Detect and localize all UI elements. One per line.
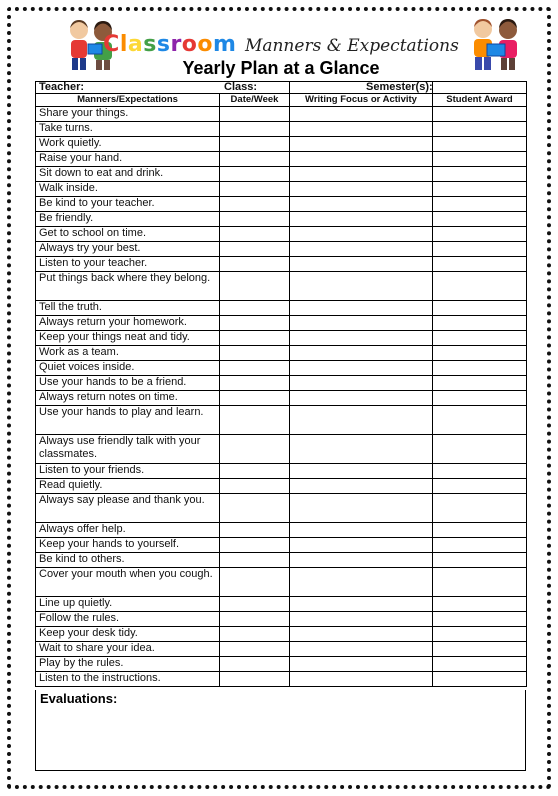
date-week-cell[interactable] [220, 316, 290, 331]
student-award-cell[interactable] [433, 494, 527, 523]
table-row [36, 257, 527, 272]
expectation-cell: Follow the rules. [36, 612, 220, 627]
title-letter: l [119, 32, 128, 57]
writing-focus-cell[interactable] [290, 212, 433, 227]
title-letter: a [127, 32, 144, 57]
writing-focus-cell[interactable] [290, 435, 433, 464]
table-row [36, 137, 527, 152]
writing-focus-cell[interactable] [290, 553, 433, 568]
table-row [36, 672, 527, 687]
expectation-cell: Be friendly. [36, 212, 220, 227]
student-award-cell[interactable] [433, 597, 527, 612]
student-award-cell[interactable] [433, 122, 527, 137]
date-week-cell[interactable] [220, 376, 290, 391]
expectation-cell: Get to school on time. [36, 227, 220, 242]
expectation-cell: Play by the rules. [36, 657, 220, 672]
date-week-cell[interactable] [220, 464, 290, 479]
plan-table [35, 81, 527, 687]
writing-focus-cell[interactable] [290, 152, 433, 167]
student-award-cell[interactable] [433, 642, 527, 657]
expectation-cell: Work quietly. [36, 137, 220, 152]
table-row [36, 272, 527, 301]
student-award-cell[interactable] [433, 167, 527, 182]
writing-focus-cell[interactable] [290, 391, 433, 406]
date-week-cell[interactable] [220, 227, 290, 242]
table-row [36, 122, 527, 137]
student-award-cell[interactable] [433, 523, 527, 538]
title-letter: m [213, 32, 237, 57]
student-award-cell[interactable] [433, 272, 527, 301]
table-row [36, 597, 527, 612]
date-week-cell[interactable] [220, 137, 290, 152]
date-week-cell[interactable] [220, 627, 290, 642]
date-week-cell[interactable] [220, 331, 290, 346]
table-row [36, 642, 527, 657]
date-week-cell[interactable] [220, 657, 290, 672]
table-row [36, 568, 527, 597]
student-award-cell[interactable] [433, 257, 527, 272]
date-week-cell[interactable] [220, 167, 290, 182]
writing-focus-cell[interactable] [290, 346, 433, 361]
expectation-cell: Always return notes on time. [36, 391, 220, 406]
student-award-cell[interactable] [433, 657, 527, 672]
student-award-cell[interactable] [433, 316, 527, 331]
worksheet-subtitle: Yearly Plan at a Glance [182, 58, 380, 78]
student-award-cell[interactable] [433, 301, 527, 316]
date-week-cell[interactable] [220, 122, 290, 137]
column-header-date: Date/Week [220, 94, 290, 107]
expectation-cell: Raise your hand. [36, 152, 220, 167]
date-week-cell[interactable] [220, 435, 290, 464]
student-award-cell[interactable] [433, 137, 527, 152]
date-week-cell[interactable] [220, 242, 290, 257]
student-award-cell[interactable] [433, 568, 527, 597]
date-week-cell[interactable] [220, 642, 290, 657]
student-award-cell[interactable] [433, 612, 527, 627]
table-row [36, 464, 527, 479]
expectation-cell: Always try your best. [36, 242, 220, 257]
writing-focus-cell[interactable] [290, 301, 433, 316]
table-row [36, 479, 527, 494]
title-word [103, 32, 236, 57]
worksheet-title [35, 32, 527, 57]
table-row [36, 361, 527, 376]
student-award-cell[interactable] [433, 212, 527, 227]
table-row [36, 538, 527, 553]
student-award-cell[interactable] [433, 538, 527, 553]
student-award-cell[interactable] [433, 672, 527, 687]
writing-focus-cell[interactable] [290, 523, 433, 538]
student-award-cell[interactable] [433, 406, 527, 435]
expectation-cell: Wait to share your idea. [36, 642, 220, 657]
student-award-cell[interactable] [433, 182, 527, 197]
semester-field[interactable] [366, 81, 527, 94]
table-row [36, 376, 527, 391]
title-letter: o [181, 32, 198, 57]
student-award-cell[interactable] [433, 331, 527, 346]
title-letter: r [170, 32, 182, 57]
date-week-cell[interactable] [220, 197, 290, 212]
table-row [36, 612, 527, 627]
table-row [36, 152, 527, 167]
expectation-cell: Tell the truth. [36, 301, 220, 316]
table-row [36, 391, 527, 406]
reading-kids-illustration-icon [465, 14, 525, 74]
writing-focus-cell[interactable] [290, 464, 433, 479]
writing-focus-cell[interactable] [290, 597, 433, 612]
writing-focus-cell[interactable] [290, 107, 433, 122]
expectation-cell: Listen to the instructions. [36, 672, 220, 687]
expectation-cell: Take turns. [36, 122, 220, 137]
writing-focus-cell[interactable] [290, 197, 433, 212]
writing-focus-cell[interactable] [290, 257, 433, 272]
student-award-cell[interactable] [433, 435, 527, 464]
student-award-cell[interactable] [433, 627, 527, 642]
table-row [36, 212, 527, 227]
table-row [36, 627, 527, 642]
expectation-cell: Keep your hands to yourself. [36, 538, 220, 553]
student-award-cell[interactable] [433, 197, 527, 212]
expectation-cell: Keep your things neat and tidy. [36, 331, 220, 346]
expectation-cell: Be kind to others. [36, 553, 220, 568]
date-week-cell[interactable] [220, 257, 290, 272]
student-award-cell[interactable] [433, 479, 527, 494]
table-row [36, 316, 527, 331]
student-award-cell[interactable] [433, 553, 527, 568]
writing-focus-cell[interactable] [290, 361, 433, 376]
date-week-cell[interactable] [220, 107, 290, 122]
date-week-cell[interactable] [220, 494, 290, 523]
writing-focus-cell[interactable] [290, 672, 433, 687]
expectation-cell: Always return your homework. [36, 316, 220, 331]
semester-label: Semester(s): [366, 81, 433, 93]
evaluations-label: Evaluations: [40, 691, 118, 706]
date-week-cell[interactable] [220, 272, 290, 301]
expectation-cell: Walk inside. [36, 182, 220, 197]
student-award-cell[interactable] [433, 346, 527, 361]
expectation-cell: Cover your mouth when you cough. [36, 568, 220, 597]
writing-focus-cell[interactable] [290, 479, 433, 494]
expectation-cell: Quiet voices inside. [36, 361, 220, 376]
writing-focus-cell[interactable] [290, 642, 433, 657]
date-week-cell[interactable] [220, 361, 290, 376]
writing-focus-cell[interactable] [290, 612, 433, 627]
writing-focus-cell[interactable] [290, 331, 433, 346]
writing-focus-cell[interactable] [290, 494, 433, 523]
expectation-cell: Work as a team. [36, 346, 220, 361]
date-week-cell[interactable] [220, 479, 290, 494]
student-award-cell[interactable] [433, 464, 527, 479]
date-week-cell[interactable] [220, 538, 290, 553]
expectation-cell: Line up quietly. [36, 597, 220, 612]
student-award-cell[interactable] [433, 242, 527, 257]
table-row [36, 523, 527, 538]
student-award-cell[interactable] [433, 107, 527, 122]
expectation-cell: Share your things. [36, 107, 220, 122]
expectation-cell: Use your hands to play and learn. [36, 406, 220, 435]
expectation-cell: Be kind to your teacher. [36, 197, 220, 212]
expectation-cell: Put things back where they belong. [36, 272, 220, 301]
expectation-cell: Use your hands to be a friend. [36, 376, 220, 391]
table-row [36, 435, 527, 464]
table-row [36, 167, 527, 182]
student-award-cell[interactable] [433, 227, 527, 242]
student-award-cell[interactable] [433, 376, 527, 391]
title-letter: o [197, 32, 214, 57]
table-row [36, 197, 527, 212]
title-letter: C [103, 32, 120, 57]
column-header-manners: Manners/Expectations [36, 94, 220, 107]
expectation-cell: Always say please and thank you. [36, 494, 220, 523]
table-row [36, 657, 527, 672]
date-week-cell[interactable] [220, 152, 290, 167]
date-week-cell[interactable] [220, 612, 290, 627]
evaluations-box[interactable] [35, 690, 526, 771]
table-row [36, 346, 527, 361]
date-week-cell[interactable] [220, 391, 290, 406]
column-header-award: Student Award [433, 94, 527, 107]
date-week-cell[interactable] [220, 301, 290, 316]
expectation-cell: Always offer help. [36, 523, 220, 538]
table-row [36, 301, 527, 316]
writing-focus-cell[interactable] [290, 272, 433, 301]
info-row [36, 82, 527, 94]
writing-focus-cell[interactable] [290, 242, 433, 257]
writing-focus-cell[interactable] [290, 568, 433, 597]
table-row [36, 182, 527, 197]
table-row [36, 406, 527, 435]
title-letter: s [143, 32, 157, 57]
date-week-cell[interactable] [220, 672, 290, 687]
writing-focus-cell[interactable] [290, 316, 433, 331]
writing-focus-cell[interactable] [290, 137, 433, 152]
date-week-cell[interactable] [220, 212, 290, 227]
date-week-cell[interactable] [220, 568, 290, 597]
expectation-cell: Listen to your teacher. [36, 257, 220, 272]
writing-focus-cell[interactable] [290, 627, 433, 642]
teacher-field[interactable]: Teacher: [36, 82, 290, 94]
writing-focus-cell[interactable] [290, 657, 433, 672]
expectation-cell: Read quietly. [36, 479, 220, 494]
column-header-writing: Writing Focus or Activity [290, 94, 433, 107]
table-row [36, 494, 527, 523]
date-week-cell[interactable] [220, 406, 290, 435]
title-letter: s [156, 32, 171, 57]
date-week-cell[interactable] [220, 597, 290, 612]
writing-focus-cell[interactable] [290, 122, 433, 137]
writing-focus-cell[interactable] [290, 538, 433, 553]
date-week-cell[interactable] [220, 523, 290, 538]
writing-focus-cell[interactable] [290, 167, 433, 182]
page-header [35, 14, 527, 80]
student-award-cell[interactable] [433, 361, 527, 376]
column-header-row [36, 94, 527, 107]
expectation-cell: Sit down to eat and drink. [36, 167, 220, 182]
student-award-cell[interactable] [433, 391, 527, 406]
table-row [36, 242, 527, 257]
expectation-cell: Listen to your friends. [36, 464, 220, 479]
student-award-cell[interactable] [433, 152, 527, 167]
title-script: Manners & Expectations [244, 36, 459, 56]
writing-focus-cell[interactable] [290, 182, 433, 197]
writing-focus-cell[interactable] [290, 227, 433, 242]
table-row [36, 107, 527, 122]
table-row [36, 553, 527, 568]
table-row [36, 331, 527, 346]
class-label: Class: [224, 81, 258, 93]
expectation-cell: Keep your desk tidy. [36, 627, 220, 642]
writing-focus-cell[interactable] [290, 376, 433, 391]
table-row [36, 227, 527, 242]
date-week-cell[interactable] [220, 346, 290, 361]
date-week-cell[interactable] [220, 553, 290, 568]
expectation-cell: Always use friendly talk with your classmates. [36, 435, 220, 464]
writing-focus-cell[interactable] [290, 406, 433, 435]
date-week-cell[interactable] [220, 182, 290, 197]
